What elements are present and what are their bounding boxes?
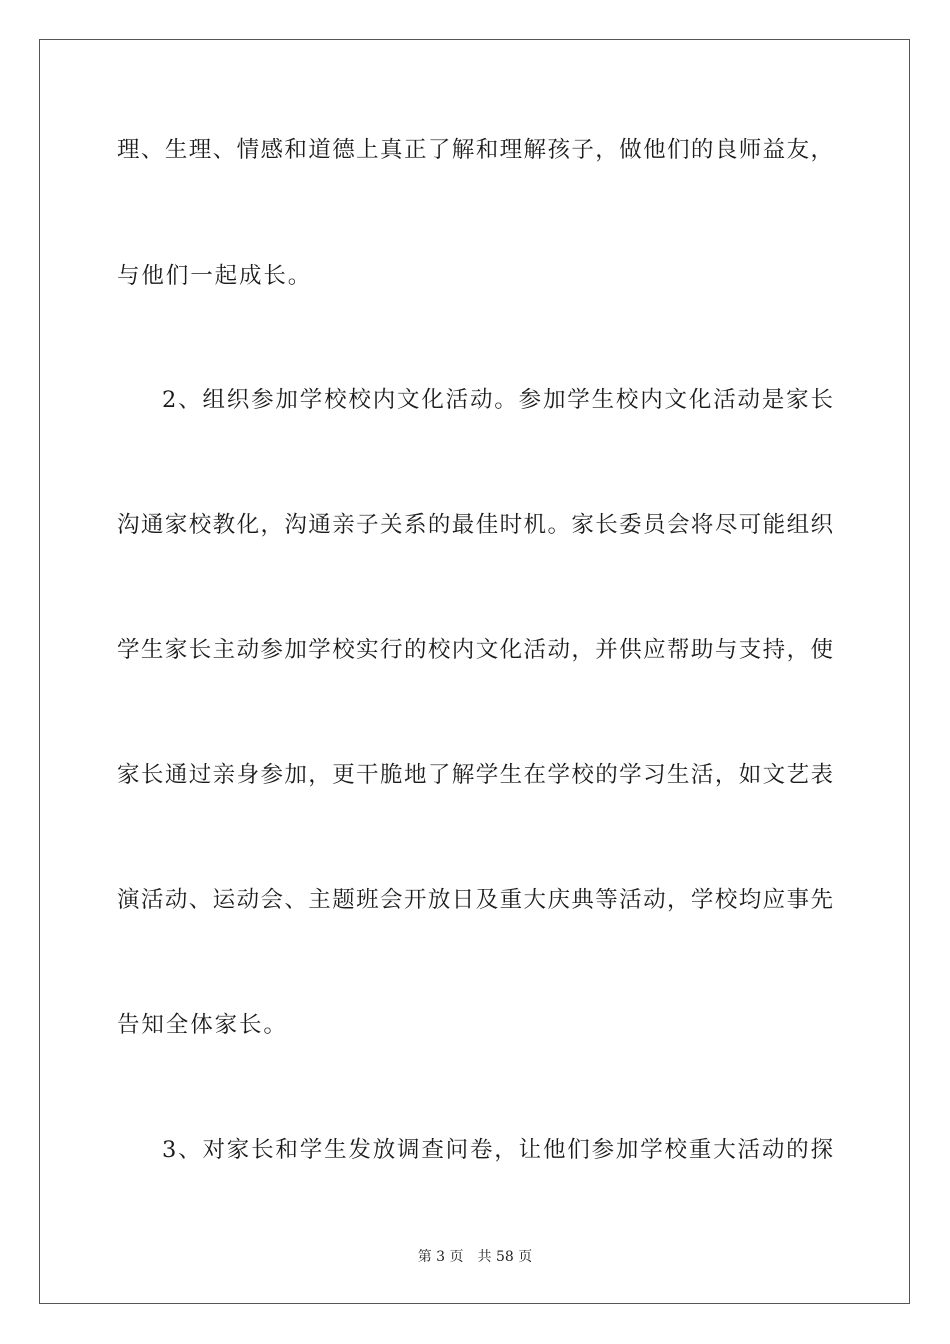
text-line-4: 沟通家校教化，沟通亲子关系的最佳时机。家长委员会将尽可能组织 [117,512,833,538]
text-line-7: 演活动、运动会、主题班会开放日及重大庆典等活动，学校均应事先 [117,887,833,913]
text-line-2: 与他们一起成长。 [117,263,313,289]
text-line-9: 3、对家长和学生发放调查问卷，让他们参加学校重大活动的探 [162,1137,833,1163]
text-line-6: 家长通过亲身参加，更干脆地了解学生在学校的学习生活，如文艺表 [117,762,833,788]
page-number-total: 共 58 页 [477,1249,533,1265]
page-number-current: 第 3 页 [417,1249,464,1265]
text-line-5: 学生家长主动参加学校实行的校内文化活动，并供应帮助与支持，使 [117,637,833,663]
text-line-8: 告知全体家长。 [117,1012,288,1038]
page-border [39,39,910,1304]
text-line-1: 理、生理、情感和道德上真正了解和理解孩子，做他们的良师益友， [117,137,833,163]
text-line-3: 2、组织参加学校校内文化活动。参加学生校内文化活动是家长 [162,387,833,413]
page-footer [0,1247,950,1267]
